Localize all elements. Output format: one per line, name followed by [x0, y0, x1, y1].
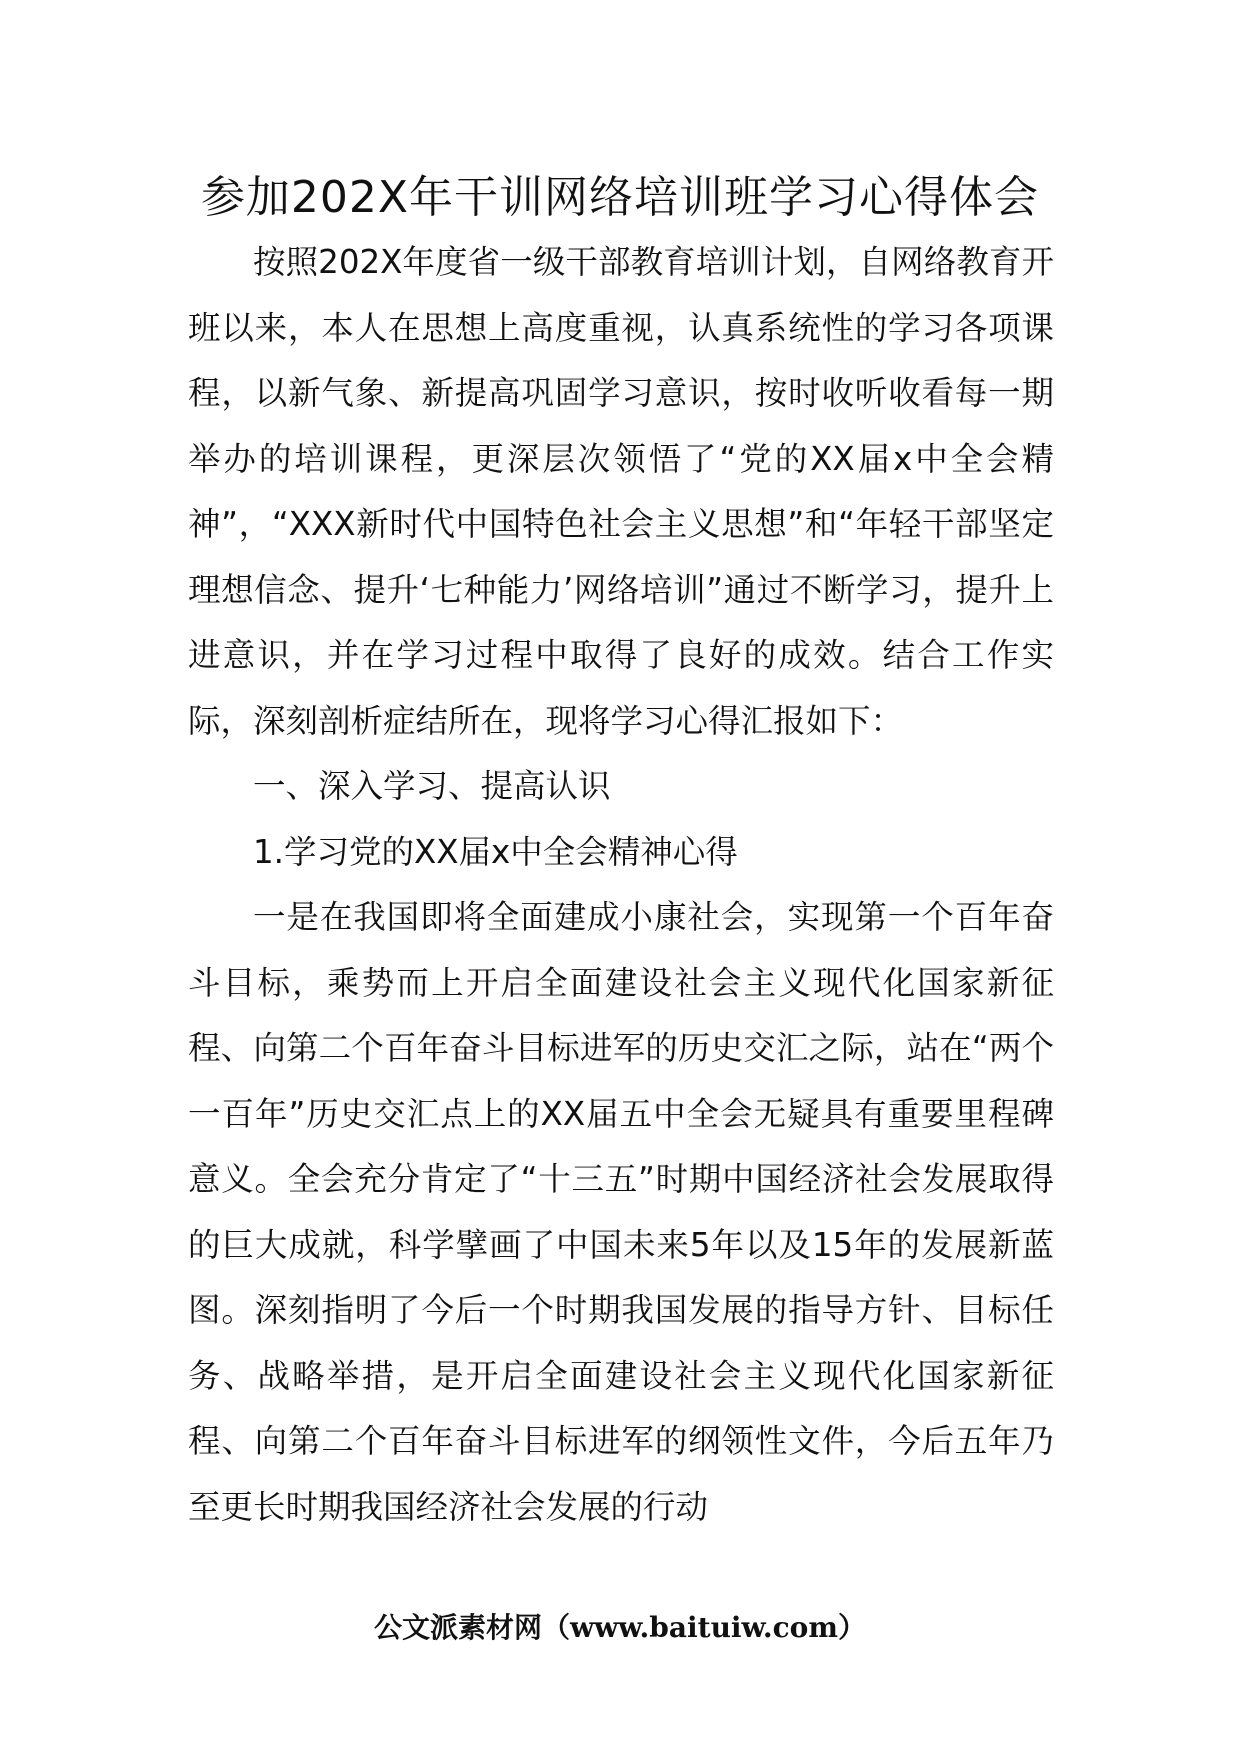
document-title: 参加202X年干训网络培训班学习心得体会 [200, 172, 1040, 223]
footer-watermark-text: 公文派素材网（www.baituiw.com） [374, 1611, 866, 1644]
paragraph-point-one: 一是在我国即将全面建成小康社会，实现第一个百年奋斗目标，乘势而上开启全面建设社会主义现代化国家新征程、向第二个百年奋斗目标进军的历史交汇之际，站在“两个一百年”历史交汇点上的XX届五中全会无疑具有重要里程碑意义。全会充分肯定了“十三五”时期中国经济社会发展取得的巨大成就，科学擘画了中国未来5年以及15年的发展新蓝图。深刻指明了今后一个时期我国发展的指导方针、目标任务、战略举措，是开启全面建设社会主义现代化国家新征程、向第二个百年奋斗目标进军的纲领性文件，今后五年乃至更长时期我国经济社会发展的行动 [188, 898, 1054, 1526]
subsection-heading: 1.学习党的XX届x中全会精神心得 [253, 832, 738, 871]
paragraph-intro: 按照202X年度省一级干部教育培训计划，自网络教育开班以来，本人在思想上高度重视，认真系统性的学习各项课程，以新气象、新提高巩固学习意识，按时收听收看每一期举办的培训课程，更深层次领悟了“党的XX届x中全会精神”，“XXX新时代中国特色社会主义思想”和“年轻干部坚定理想信念、提升‘七种能力’网络培训”通过不断学习，提升上进意识，并在学习过程中取得了良好的成效。结合工作实际，深刻剖析症结所在，现将学习心得汇报如下： [188, 243, 1054, 740]
document-body [188, 230, 1054, 1540]
section-heading: 一、深入学习、提高认识 [253, 767, 611, 805]
